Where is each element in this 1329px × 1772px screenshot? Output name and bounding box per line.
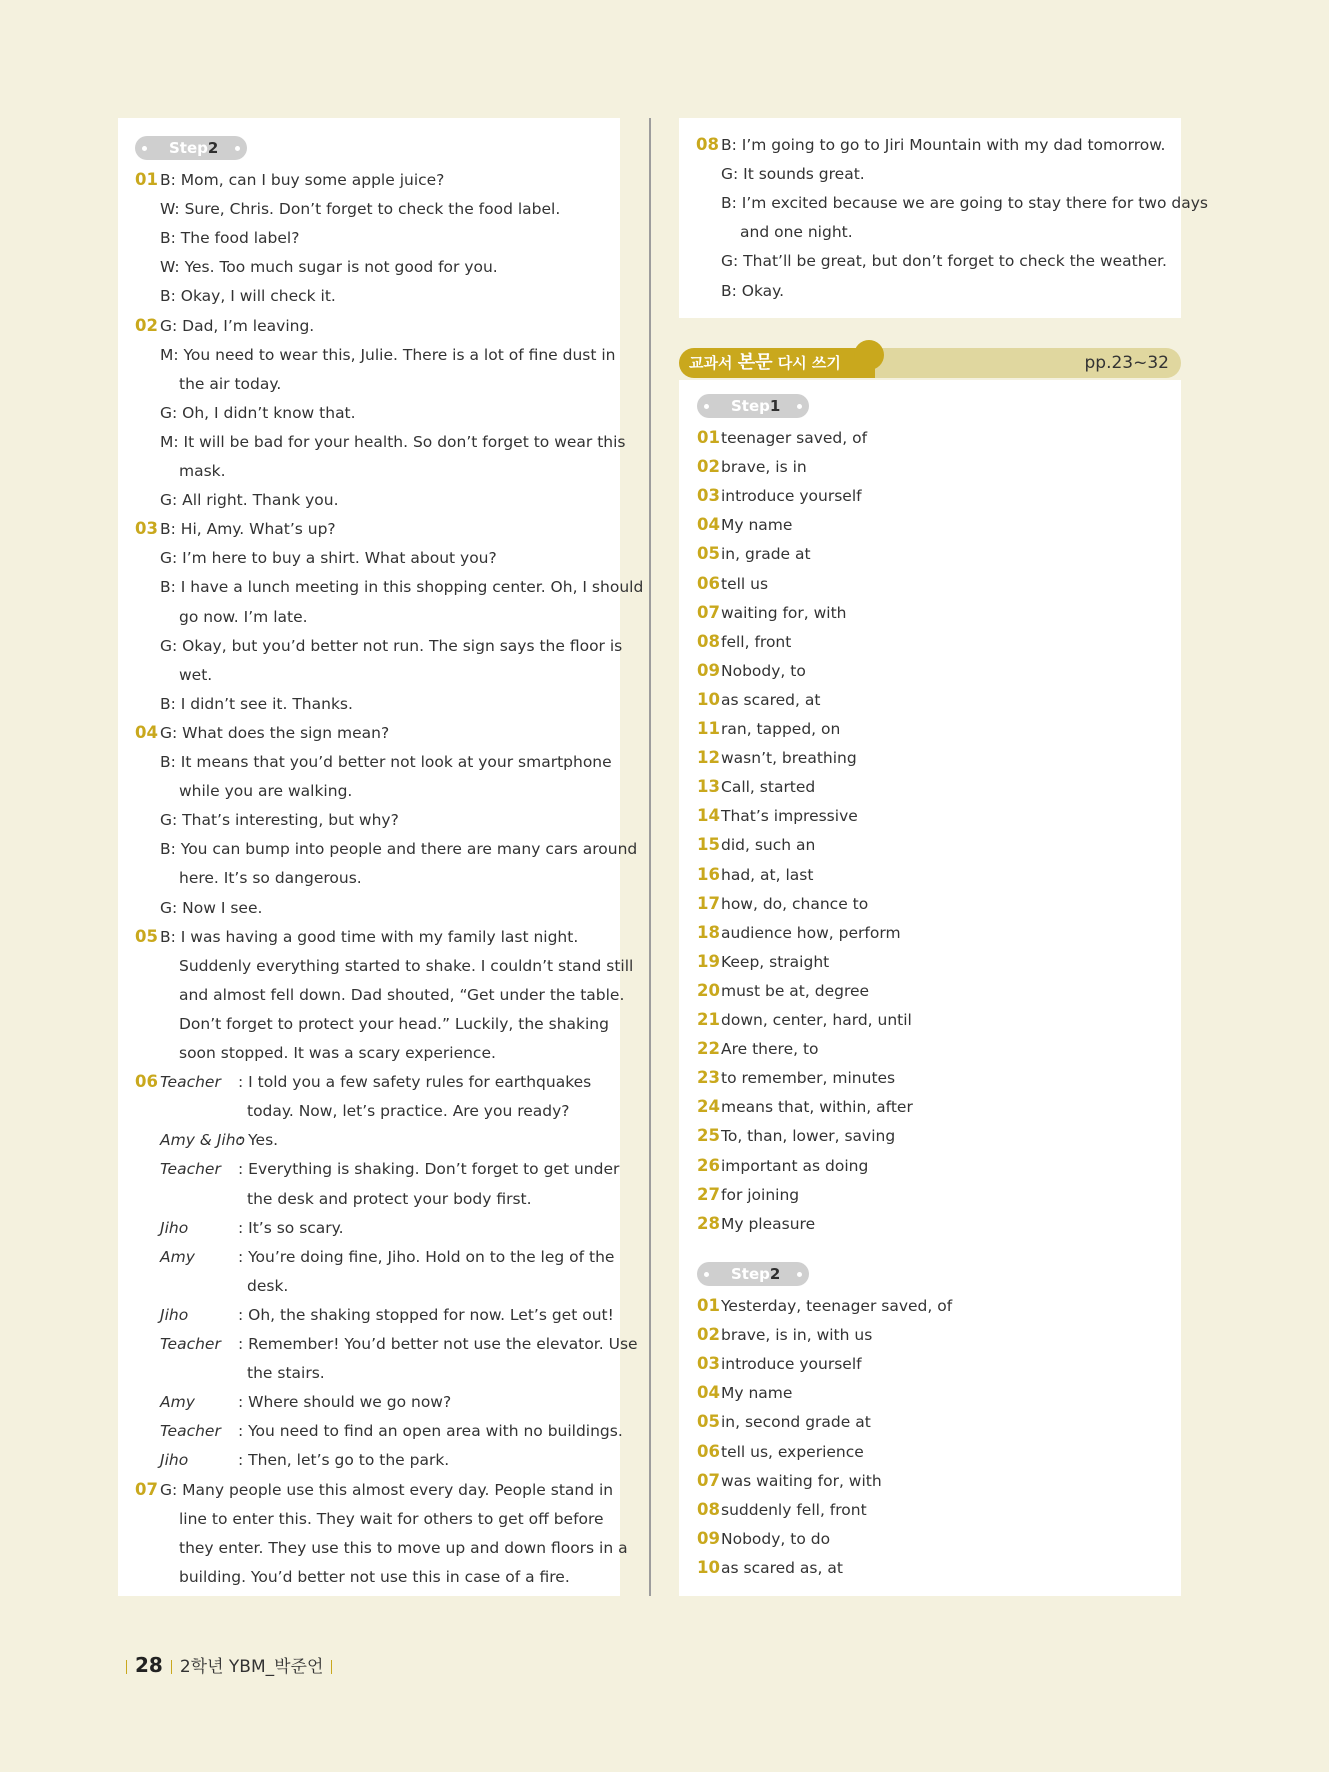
answer-number: 26 — [697, 1155, 720, 1175]
answer-text: tell us, experience — [721, 1442, 864, 1461]
section-tag-a: 교과서 — [689, 354, 733, 372]
answer-number: 01 — [697, 428, 720, 447]
step-badge: Step2 — [135, 136, 247, 160]
speaker-name: Amy & Jiho — [160, 1131, 246, 1150]
script-line: B: It means that you’d better not look at your smartphone — [160, 753, 612, 771]
answer-text: to remember, minutes — [721, 1069, 896, 1088]
answer-number: 04 — [697, 515, 720, 535]
section-header — [679, 340, 1181, 380]
answer-text: That’s impressive — [721, 807, 858, 826]
answer-number: 04 — [697, 1383, 720, 1403]
answer-number: 19 — [697, 951, 720, 971]
answer-number: 13 — [697, 777, 720, 797]
answer-number: 07 — [697, 602, 720, 622]
answer-number: 10 — [697, 1557, 720, 1577]
answer-number: 12 — [697, 748, 720, 768]
dialogue-line: : You need to find an open area with no buildings. — [238, 1422, 623, 1441]
item-number: 08 — [696, 135, 719, 154]
script-line: M: It will be bad for your health. So don’t forget to wear this — [160, 432, 626, 451]
answer-number: 06 — [697, 573, 720, 593]
script-line: G: Many people use this almost every day. People stand in — [160, 1480, 614, 1499]
answer-text: how, do, chance to — [721, 894, 869, 913]
answer-number: 10 — [697, 689, 720, 709]
answer-text: for joining — [721, 1185, 800, 1204]
speaker-name: Jiho — [160, 1218, 189, 1237]
answer-text: Yesterday, teenager saved, of — [721, 1297, 953, 1315]
answer-text: important as doing — [721, 1156, 869, 1175]
script-line: B: I was having a good time with my family last night. — [160, 927, 579, 946]
answer-number: 08 — [697, 1499, 720, 1519]
answer-text: Call, started — [721, 778, 816, 797]
answer-text: introduce yourself — [721, 1355, 862, 1374]
script-line: go now. I’m late. — [179, 607, 308, 626]
script-line: mask. — [179, 462, 226, 480]
answer-number: 11 — [697, 719, 720, 738]
answer-text: as scared, at — [721, 690, 821, 709]
answer-number: 15 — [697, 835, 720, 855]
answer-number: 14 — [697, 806, 720, 826]
dialogue-line: : Remember! You’d better not use the elevator. Use — [238, 1335, 638, 1353]
answer-text: did, such an — [721, 836, 816, 855]
answer-text: in, second grade at — [721, 1413, 871, 1432]
dialogue-line: the desk and protect your body first. — [247, 1189, 532, 1208]
dialogue-line: : Then, let’s go to the park. — [238, 1451, 450, 1470]
dialogue-line: today. Now, let’s practice. Are you ready? — [247, 1102, 570, 1121]
script-line: W: Sure, Chris. Don’t forget to check the food label. — [160, 200, 561, 219]
script-line: and almost fell down. Dad shouted, “Get under the table. — [179, 985, 625, 1004]
answer-text: teenager saved, of — [721, 429, 868, 447]
script-line: M: You need to wear this, Julie. There is a lot of fine dust in — [160, 345, 616, 364]
page-footer — [118, 1652, 340, 1678]
item-number: 02 — [135, 315, 158, 335]
section-tag-b: 본문 — [737, 352, 773, 373]
answer-text: must be at, degree — [721, 981, 870, 1000]
script-line: G: Now I see. — [160, 898, 263, 917]
speaker-name: Teacher — [160, 1073, 221, 1092]
answer-text: My name — [721, 1384, 793, 1403]
dialogue-line: : Where should we go now? — [238, 1393, 452, 1412]
dialogue-line: : Yes. — [238, 1131, 279, 1150]
answer-number: 18 — [697, 922, 720, 942]
item-number: 06 — [135, 1072, 158, 1092]
answer-number: 23 — [697, 1068, 720, 1088]
dialogue-line: the stairs. — [247, 1364, 325, 1383]
item-number: 04 — [135, 722, 158, 742]
answer-text: Nobody, to do — [721, 1529, 831, 1548]
speaker-name: Jiho — [160, 1305, 189, 1324]
answer-number: 08 — [697, 631, 720, 651]
dialogue-line: desk. — [247, 1276, 289, 1295]
dialogue-line: : Everything is shaking. Don’t forget to get under — [238, 1160, 620, 1179]
answer-number: 17 — [697, 893, 720, 913]
answer-text: waiting for, with — [721, 603, 847, 622]
column-divider — [649, 118, 651, 1596]
answer-number: 28 — [697, 1213, 720, 1233]
script-line: G: That’ll be great, but don’t forget to check the weather. — [721, 252, 1167, 271]
script-line: G: Oh, I didn’t know that. — [160, 403, 356, 422]
dialogue-line: : I told you a few safety rules for earthquakes — [238, 1073, 592, 1092]
script-line: B: I have a lunch meeting in this shopping center. Oh, I should — [160, 578, 644, 597]
script-line: B: The food label? — [160, 229, 300, 248]
answer-text: in, grade at — [721, 545, 811, 564]
answer-text: Are there, to — [721, 1040, 819, 1059]
speaker-name: Amy — [160, 1393, 195, 1412]
answer-text: brave, is in, with us — [721, 1326, 873, 1345]
answer-number: 21 — [697, 1010, 720, 1029]
script-line: G: What does the sign mean? — [160, 723, 390, 742]
script-line: B: I didn’t see it. Thanks. — [160, 694, 353, 713]
speaker-name: Teacher — [160, 1160, 221, 1179]
answer-text: tell us — [721, 574, 769, 593]
answer-number: 09 — [697, 1528, 720, 1548]
answer-text: Nobody, to — [721, 661, 806, 680]
answer-text: Keep, straight — [721, 952, 830, 971]
script-line: B: Okay. — [721, 281, 785, 300]
script-line: Suddenly everything started to shake. I couldn’t stand still — [179, 956, 634, 975]
dialogue-line: : You’re doing fine, Jiho. Hold on to the leg of the — [238, 1247, 615, 1266]
script-line: they enter. They use this to move up and down floors in a — [179, 1538, 628, 1557]
answer-text: down, center, hard, until — [721, 1011, 912, 1029]
answer-number: 16 — [697, 864, 720, 884]
script-line: Don’t forget to protect your head.” Luckily, the shaking — [179, 1014, 609, 1033]
answer-number: 02 — [697, 457, 720, 477]
item-number: 05 — [135, 926, 158, 946]
answer-text: introduce yourself — [721, 487, 862, 506]
script-line: B: Mom, can I buy some apple juice? — [160, 171, 445, 189]
script-line: B: Hi, Amy. What’s up? — [160, 520, 336, 539]
answer-text: means that, within, after — [721, 1098, 913, 1117]
item-number: 03 — [135, 519, 158, 539]
script-line: building. You’d better not use this in case of a fire. — [179, 1567, 570, 1586]
answer-number: 09 — [697, 660, 720, 680]
script-line: while you are walking. — [179, 782, 353, 801]
script-line: G: All right. Thank you. — [160, 491, 339, 510]
page-range: pp.23~32 — [1084, 353, 1169, 373]
page-number: 28 — [135, 1653, 163, 1677]
script-line: the air today. — [179, 374, 282, 393]
answer-number: 20 — [697, 980, 720, 1000]
answer-number: 25 — [697, 1126, 720, 1146]
script-line: here. It’s so dangerous. — [179, 869, 362, 888]
speaker-name: Teacher — [160, 1335, 221, 1353]
script-line: soon stopped. It was a scary experience. — [179, 1044, 496, 1062]
answer-number: 02 — [697, 1325, 720, 1345]
answer-text: brave, is in — [721, 458, 807, 477]
step2-badge: Step2 — [697, 1262, 809, 1286]
script-line: and one night. — [740, 223, 853, 242]
answer-number: 05 — [697, 544, 720, 564]
answer-text: as scared as, at — [721, 1558, 843, 1577]
answer-text: had, at, last — [721, 865, 814, 884]
script-line: B: Okay, I will check it. — [160, 287, 336, 306]
item-number: 01 — [135, 170, 158, 189]
answer-number: 06 — [697, 1441, 720, 1461]
answer-number: 07 — [697, 1470, 720, 1490]
answer-text: was waiting for, with — [721, 1471, 882, 1490]
speaker-name: Teacher — [160, 1422, 221, 1441]
book-title: 2학년 YBM_박준언 — [179, 1657, 324, 1677]
script-line: G: It sounds great. — [721, 165, 865, 184]
speaker-name: Amy — [160, 1247, 195, 1266]
item-number: 07 — [135, 1479, 158, 1499]
answer-text: wasn’t, breathing — [721, 749, 857, 768]
script-line: G: Okay, but you’d better not run. The sign says the floor is — [160, 636, 623, 655]
answer-number: 05 — [697, 1412, 720, 1432]
step1-badge: Step1 — [697, 394, 809, 418]
answer-text: fell, front — [721, 632, 792, 651]
script-line: W: Yes. Too much sugar is not good for you. — [160, 258, 498, 277]
answer-number: 01 — [697, 1296, 720, 1315]
answer-number: 03 — [697, 1354, 720, 1374]
answer-text: My pleasure — [721, 1214, 816, 1233]
answer-number: 24 — [697, 1097, 720, 1117]
dialogue-line: : Oh, the shaking stopped for now. Let’s get out! — [238, 1305, 614, 1324]
script-line: G: Dad, I’m leaving. — [160, 316, 315, 335]
answer-number: 27 — [697, 1184, 720, 1204]
script-line: G: That’s interesting, but why? — [160, 811, 399, 830]
script-line: line to enter this. They wait for others to get off before — [179, 1509, 604, 1528]
script-line: B: I’m excited because we are going to stay there for two days — [721, 194, 1208, 213]
script-line: G: I’m here to buy a shirt. What about you? — [160, 549, 497, 568]
answer-text: suddenly fell, front — [721, 1500, 867, 1519]
answer-text: My name — [721, 516, 793, 535]
script-line: B: You can bump into people and there are many cars around — [160, 840, 638, 859]
answer-text: audience how, perform — [721, 923, 901, 942]
answer-text: To, than, lower, saving — [721, 1127, 896, 1146]
answer-number: 22 — [697, 1039, 720, 1059]
script-line: wet. — [179, 665, 213, 684]
script-line: B: I’m going to go to Jiri Mountain with my dad tomorrow. — [721, 136, 1166, 154]
speaker-name: Jiho — [160, 1451, 189, 1470]
answer-text: ran, tapped, on — [721, 720, 841, 738]
answer-number: 03 — [697, 486, 720, 506]
dialogue-line: : It’s so scary. — [238, 1218, 344, 1237]
section-tag-c: 다시 쓰기 — [777, 354, 841, 372]
